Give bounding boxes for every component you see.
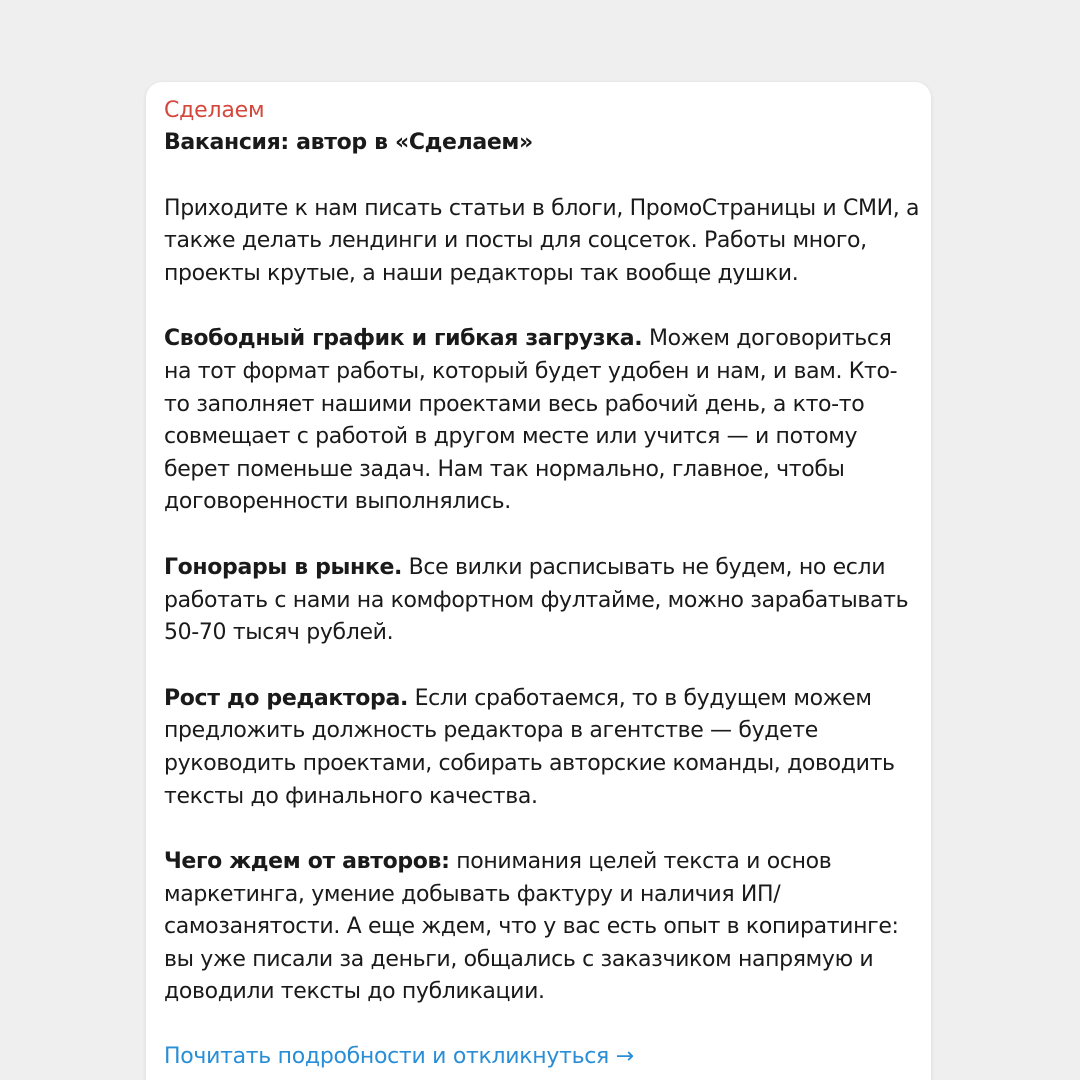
message-card <box>146 82 931 1080</box>
section-title: Гонорары в рынке. <box>164 554 403 580</box>
section-title: Чего ждем от авторов: <box>164 849 450 875</box>
section-body: понимания целей текста и основ маркетинга, умение добывать фактуру и наличия ИП/самозанятости. А еще ждем, что у вас есть опыт в копиратинге: вы уже писали за деньги, общались с заказчиком напрямую и доводили тексты до публикации. <box>164 849 899 1005</box>
section-body: Если сработаемся, то в будущем можем предложить должность редактора в агентстве — будете руководить проектами, собирать авторские команды, доводить тексты до финального качества. <box>164 685 895 809</box>
channel-name[interactable]: Сделаем <box>164 98 265 123</box>
section-body: Все вилки расписывать не будем, но если работать с нами на комфортном фултайме, можно зарабатывать 50-70 тысяч рублей. <box>164 554 909 646</box>
section-expectations <box>164 846 921 1009</box>
section-growth <box>164 683 921 813</box>
post-intro: Приходите к нам писать статьи в блоги, ПромоСтраницы и СМИ, а также делать лендинги и посты для соцсеток. Работы много, проекты крутые, а наши редакторы так вообще душки. <box>164 195 920 286</box>
read-more-link[interactable]: Почитать подробности и откликнуться → <box>164 1044 634 1070</box>
section-title: Рост до редактора. <box>164 685 408 711</box>
section-body: Можем договориться на тот формат работы, который будет удобен и нам, и вам. Кто-то заполняет нашими проектами весь рабочий день, а кто-то совмещает с работой в другом месте или учится — и потому берет поменьше задач. Нам так нормально, главное, чтобы договоренности выполнялись. <box>164 326 898 515</box>
post-headline: Вакансия: автор в «Сделаем» <box>164 130 533 155</box>
section-title: Свободный график и гибкая загрузка. <box>164 326 643 352</box>
section-schedule <box>164 323 921 519</box>
section-fees <box>164 552 921 650</box>
